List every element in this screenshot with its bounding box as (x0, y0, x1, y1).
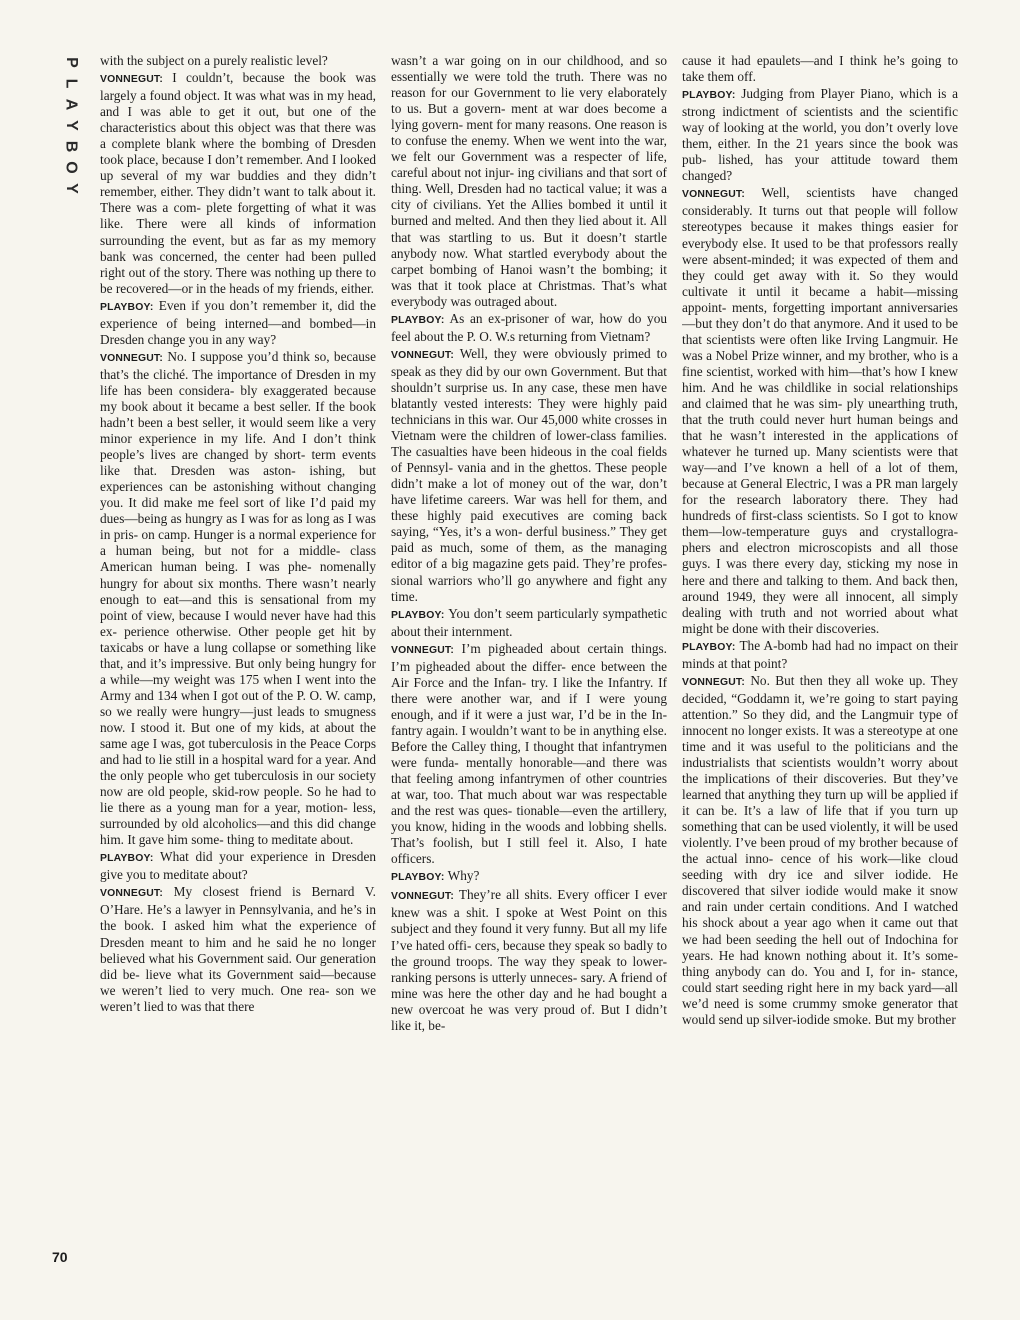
paragraph (100, 349, 376, 848)
paragraph-text: wasn’t a war going on in our childhood, and so essentially we were told the truth. There was no reason for our Government to lie very elaborately to us. But a govern- ment at war does become a lying govern- ment for many reasons. One reason is to confuse the enemy. When we went into the war, we felt our Government was a respecter of life, careful about not injur- ing civilians and that sort of thing. Well, Dresden had no tactical value; it was a city of civilians. Yet the Allies bombed it until it burned and melted. And then they lied about it. All that was startling to us. But it doesn’t startle anybody now. What startled everybody about the carpet bombing of Hanoi wasn’t the bombing; it was that it took place at Christmas. That’s what everybody was outraged about. (391, 53, 667, 309)
speaker-label: VONNEGUT: (682, 189, 745, 201)
paragraph (391, 311, 667, 345)
text-column-2 (391, 53, 667, 1283)
paragraph (391, 606, 667, 640)
speaker-label: PLAYBOY: (391, 314, 445, 326)
masthead-letter: P (62, 57, 80, 68)
speaker-label: VONNEGUT: (391, 891, 454, 903)
paragraph-text: I’m pigheaded about certain things. I’m pigheaded about the differ- ence between the Air Force and the Infan- try. I like the Infantry. If there were another war, and if I were young enough, and if it were a just war, I’d be in the In- fantry again. I wouldn’t want to be in anything else. Before the Calley thing, I thought that infantrymen were funda- mentally honorable—and there was that feeling among infantrymen of other countries at war, too. That much about war was respectable and the rest was ques- tionable—even the artillery, you know, hiding in the woods and lobbing shells. That’s foolish, but I still feel it. Also, I hate officers. (391, 640, 667, 867)
paragraph (682, 673, 958, 1028)
paragraph-text: Judging from Player Piano, which is a strong indictment of scientists and the scientific way of looking at the world, you don’t overly love them, either. In the 21 years since the book was pub- lished, has your attitude toward them changed? (682, 86, 958, 184)
masthead-letter: O (62, 161, 80, 174)
speaker-label: VONNEGUT: (682, 676, 745, 688)
paragraph (682, 86, 958, 184)
speaker-label: VONNEGUT: (100, 352, 163, 364)
masthead-letter: Y (62, 183, 80, 194)
paragraph-text: Well, scientists have changed considerably. It turns out that people will follow stereotypes because it makes things easier for everybody else. It used to be that professors really were absent-minded; it was expected of them and they could get away with it. So they would cultivate it until it became a habit—missing appoint- ments, forgetting important anniversaries—but they don’t do that anymore. And it used to be that scientists were often like Irving Langmuir. He was a Nobel Prize winner, and my brother, who is a fine scientist, worked with him—that’s how I knew him. And he was childlike in social relationships and claimed that he was sim- ply unearthing truth, that the truth could never hurt human beings and that he wasn’t interested in the applications of whatever he turned up. Many scientists were that way—and I’ve known a hell of a lot of them, because at General Electric, I was a PR man largely for the research laboratory there. They had hundreds of first-class scientists. So I got to know them—low-temperature guys and crystallogra- phers and electron microscopists and all those guys. I was there every day, sticking my nose in here and there and talking to them. And back then, around 1949, they were all innocent, all simply dealing with truth and not worried about what might be done with their discoveries. (682, 185, 958, 636)
masthead-letter: B (62, 140, 80, 153)
paragraph-text: You don’t seem particularly sympathetic about their internment. (391, 605, 667, 639)
speaker-label: PLAYBOY: (391, 872, 445, 884)
paragraph-text: with the subject on a purely realistic level? (100, 53, 328, 68)
speaker-label: VONNEGUT: (391, 349, 454, 361)
paragraph-text: My closest friend is Bernard V. O’Hare. He’s a lawyer in Pennsylvania, and he’s in the book. I asked him what the experience of Dresden meant to him and he said he no longer believed what his Government said. Our generation did be- lieve what its Government said—because we weren’t lied to very much. One rea- son we weren’t lied to was that there (100, 884, 376, 1014)
speaker-label: PLAYBOY: (682, 641, 736, 653)
paragraph-text: Even if you don’t remember it, did the experience of being interned—and bombed—in Dresden change you in any way? (100, 297, 376, 347)
paragraph-text: cause it had epaulets—and I think he’s going to take them off. (682, 53, 958, 85)
paragraph-text: No. But then they all woke up. They decided, “Goddamn it, we’re going to start paying attention.” So they did, and the Langmuir type of innocent no longer exists. It was a stereotype at one time and it was useful to the politicians and the industrialists that scientists wouldn’t worry about the implications of their discoveries. But they’ve learned that anything they turn up will be applied if it can be. It’s a law of life that if you turn up something that can be used violently, it will be used violently. I’ve been proud of my brother because of the actual inno- cence of his work—like cloud seeding with dry ice and silver iodide. He discovered that silver iodide would make it snow and rain under certain conditions. And I watched his shock about a year ago when it came out that we had been seeding the hell out of Indochina for years. He had known nothing about it. It’s some- thing anybody can do. You and I, for in- stance, could start seeding right here in my back yard—all we’d need is some crummy smoke generator that would send up silver-iodide smoke. But my brother (682, 672, 958, 1027)
paragraph (100, 884, 376, 1014)
speaker-label: PLAYBOY: (100, 853, 154, 865)
speaker-label: PLAYBOY: (682, 90, 736, 102)
paragraph (682, 53, 958, 85)
speaker-label: VONNEGUT: (100, 888, 163, 900)
paragraph (391, 53, 667, 310)
paragraph-text: No. I suppose you’d think so, because that’s the cliché. The importance of Dresden in my life has been considera- bly exaggerated because my book about it became a best seller. If the book hadn’t been a best seller, it would seem like a very minor experience in my life. And I don’t think people’s lives are changed by short- term events like that. Dresden was aston- ishing, but experiences can be astonishing without changing you. It did make me feel sort of like I’d paid my dues—being as hungry as I was for as long as I was in pris- on camp. Hunger is a normal experience for a human being, but not for a middle- class American human being. I was phe- nomenally hungry for about six months. There wasn’t nearly enough to eat—and this is sensational from my point of view, because I would never have had this ex- perience otherwise. Other people get hit by taxicabs or have a lung collapse or something like that, and it’s impressive. But only being hungry for a while—my weight was 175 when I went into the Army and 134 when I got out of the P. O. W. camp, so we really were hungry—just leads to smugness now. I stood it. But one of my kids, at about the same age I was, got tuberculosis in the Peace Corps and had to lie still in a hospital ward for a year. And the only people who get tuberculosis in our society now are old people, skid-row people. So he had to lie there as a young man for a year, motion- less, surrounded by old alcoholics—and this did change him. It gave him some- thing to meditate about. (100, 348, 376, 848)
masthead-letter: L (62, 78, 80, 89)
paragraph-text: As an ex-prisoner of war, how do you feel about the P. O. W.s returning from Vietnam? (391, 310, 667, 344)
speaker-label: PLAYBOY: (391, 609, 445, 621)
masthead-logo (58, 52, 84, 199)
text-column-3 (682, 53, 958, 1283)
text-column-1 (100, 53, 376, 1283)
paragraph (100, 53, 376, 69)
masthead-letter: Y (62, 120, 80, 131)
paragraph (100, 298, 376, 348)
paragraph-text: What did your experience in Dresden give you to meditate about? (100, 849, 376, 883)
paragraph (100, 849, 376, 883)
paragraph (682, 638, 958, 672)
paragraph-text: Well, they were obviously primed to speak as they did by our own Government. But that shouldn’t surprise us. In any case, these men have blatantly vested interests: They were highly paid technicians in this war. Our 45,000 white crosses in Vietnam were the children of lower-class families. The casualties have been hideous in the coal fields of Pennsyl- vania and in the ghettos. These people didn’t make a lot of money out of the war, don’t have lifetime careers. War was hell for them, and these highly paid executives are coming back saying, “Yes, it’s a won- derful business.” They get paid as much, some of them, as the managing editor of a big magazine gets paid. They’re profes- sional warriors who’ll go anywhere and fight any time. (391, 345, 667, 604)
speaker-label: VONNEGUT: (100, 74, 163, 86)
paragraph-text: Why? (447, 868, 480, 884)
paragraph (391, 641, 667, 868)
paragraph (391, 887, 667, 1033)
masthead-letter: A (62, 98, 80, 111)
speaker-label: PLAYBOY: (100, 301, 154, 313)
speaker-label: VONNEGUT: (391, 644, 454, 656)
page-number: 70 (52, 1249, 68, 1265)
paragraph (100, 70, 376, 297)
paragraph-text: They’re all shits. Every officer I ever knew was a shit. I spoke at West Point on this subject and they found it very funny. But all my life I’ve hated offi- cers, because they speak so badly to the ground troops. The way they speak to lower-ranking persons is utterly unneces- sary. A friend of mine was here the other day and he had bought a new overcoat he was very proud of. But I didn’t like it, be- (391, 887, 667, 1033)
paragraph-text: The A-bomb had had no impact on their minds at that point? (682, 637, 958, 671)
paragraph (391, 868, 667, 886)
paragraph (391, 346, 667, 605)
paragraph (682, 185, 958, 636)
paragraph-text: I couldn’t, because the book was largely a found object. It was what was in my head, and I was able to get it out, but one of the characteristics about this object was that there was a complete blank where the bombing of Dresden took place, because I don’t remember. And I looked up several of my war buddies and they didn’t remember, either. They didn’t want to talk about it. There was a com- plete forgetting of what it was like. There were all kinds of information surrounding the event, but as far as my memory bank was concerned, the center had been pulled right out of the story. There was nothing up there to be recovered—or in the heads of my friends, either. (100, 70, 376, 296)
